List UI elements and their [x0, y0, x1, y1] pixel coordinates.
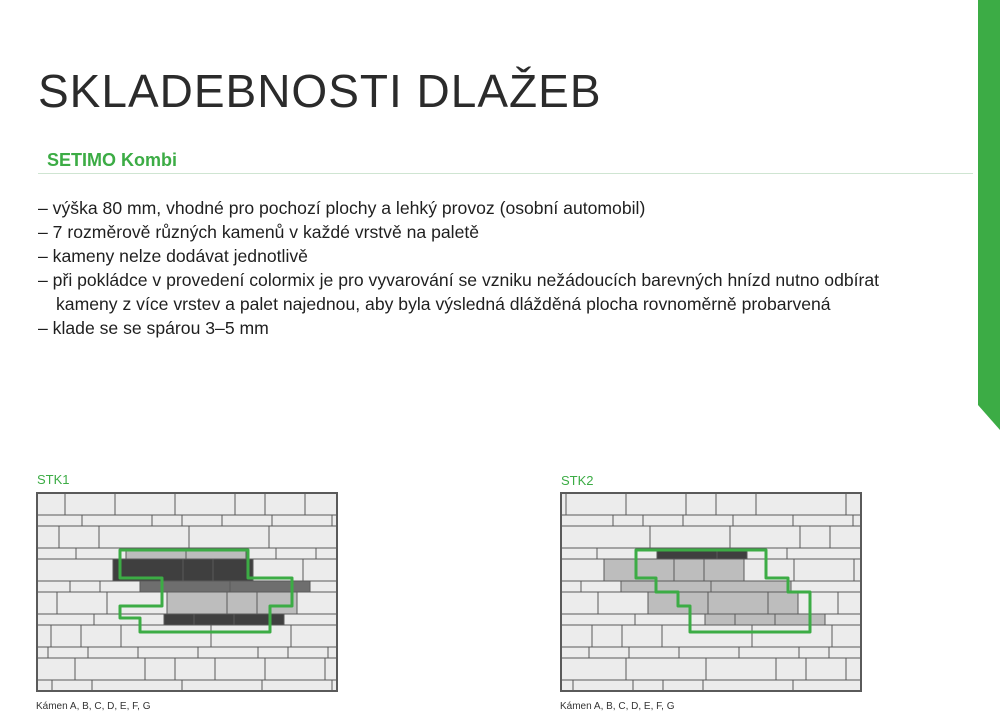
product-subtitle: SETIMO Kombi — [47, 150, 177, 170]
pattern-caption-stk2: Kámen A, B, C, D, E, F, G — [560, 701, 675, 712]
green-side-tab — [978, 0, 1000, 430]
note-item: – při pokládce v provedení colormix je pro vyvarování se vzniku nežádoucích barevných hnízd nutno odbírat kameny z více vrstev a palet najednou, aby byla výsledná dlážděná plocha rovnoměrně probarvená — [38, 270, 880, 314]
heading-divider — [38, 173, 973, 174]
note-item: – kameny nelze dodávat jednotlivě — [38, 246, 308, 266]
note-item: – klade se se spárou 3–5 mm — [38, 318, 269, 338]
paving-pattern-stk2 — [560, 492, 862, 692]
note-item: – 7 rozměrově různých kamenů v každé vrstvě na paletě — [38, 222, 480, 242]
note-item: – výška 80 mm, vhodné pro pochozí plochy a lehký provoz (osobní automobil) — [38, 198, 646, 218]
pattern-label-stk1: STK1 — [37, 472, 70, 487]
product-notes-list — [38, 196, 938, 340]
paving-pattern-stk1 — [36, 492, 338, 692]
page-title: SKLADEBNOSTI DLAŽEB — [38, 65, 602, 117]
pattern-label-stk2: STK2 — [561, 473, 594, 488]
pattern-caption-stk1: Kámen A, B, C, D, E, F, G — [36, 701, 151, 712]
